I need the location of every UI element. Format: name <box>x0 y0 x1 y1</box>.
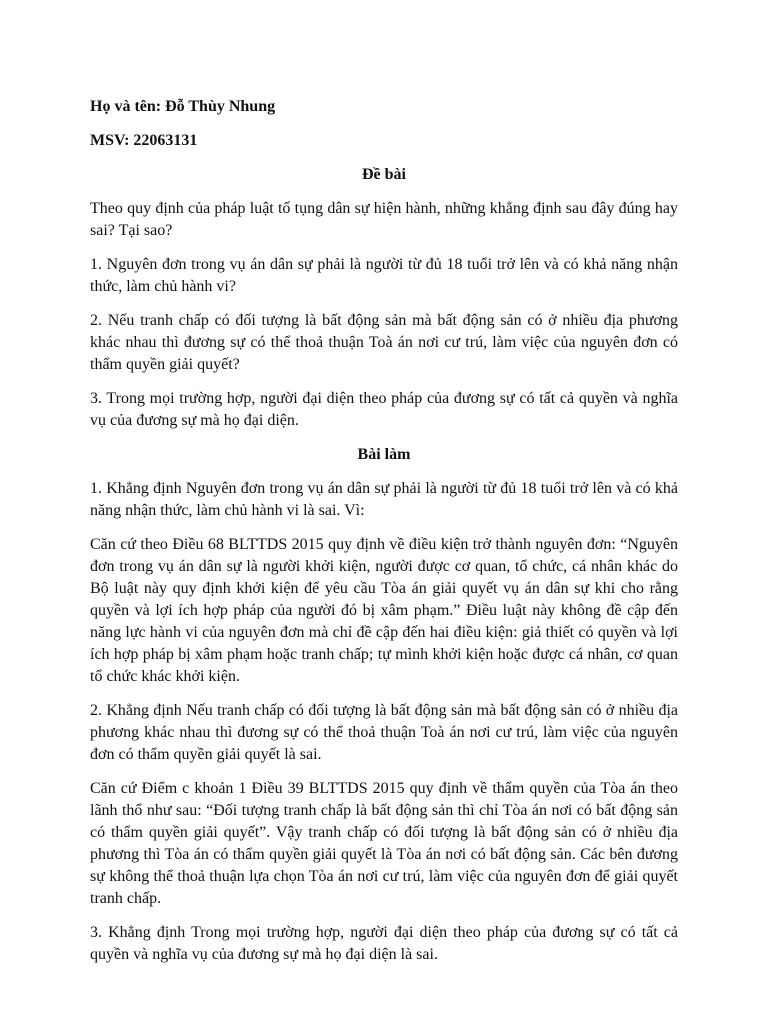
question-3: 3. Trong mọi trường hợp, người đại diện theo pháp của đương sự có tất cả quyền và nghĩa vụ của đương sự mà họ đại diện. <box>90 390 678 429</box>
answer-2-reason: Căn cứ Điểm c khoản 1 Điều 39 BLTTDS 2015 quy định về thẩm quyền của Tòa án theo lãnh thổ như sau: “Đối tượng tranh chấp là bất động sản thì chỉ Tòa án nơi có bất động sản có thẩm quyền giải quyết”. Vậy tranh chấp có đối tượng là bất động sản có ở nhiều địa phương thì Tòa án có thẩm quyền giải quyết là Tòa án nơi có bất động sản. Các bên đương sự không thể thoả thuận lựa chọn Tòa án nơi cư trú, làm việc của nguyên đơn để giải quyết tranh chấp. <box>90 780 678 907</box>
answer-1-claim: 1. Khẳng định Nguyên đơn trong vụ án dân sự phải là người từ đủ 18 tuổi trở lên và có khả năng nhận thức, làm chủ hành vi là sai. Vì: <box>90 480 678 519</box>
assignment-intro: Theo quy định của pháp luật tố tụng dân sự hiện hành, những khẳng định sau đây đúng hay sai? Tại sao? <box>90 200 678 239</box>
student-name: Họ và tên: Đỗ Thùy Nhung <box>90 98 276 115</box>
question-1: 1. Nguyên đơn trong vụ án dân sự phải là người từ đủ 18 tuổi trở lên và có khả năng nhận thức, làm chủ hành vi? <box>90 256 678 295</box>
document-page <box>90 96 678 978</box>
answer-2-claim: 2. Khẳng định Nếu tranh chấp có đối tượng là bất động sản mà bất động sản có ở nhiều địa phương khác nhau thì đương sự có thể thoả thuận Toà án nơi cư trú, làm việc của nguyên đơn có thẩm quyền giải quyết là sai. <box>90 702 678 763</box>
assignment-title: Đề bài <box>362 166 406 183</box>
answer-title: Bài làm <box>357 446 411 463</box>
question-2: 2. Nếu tranh chấp có đối tượng là bất động sản mà bất động sản có ở nhiều địa phương khác nhau thì đương sự có thể thoả thuận Toà án nơi cư trú, làm việc của nguyên đơn có thẩm quyền giải quyết? <box>90 312 678 373</box>
student-id: MSV: 22063131 <box>90 132 198 149</box>
answer-1-reason: Căn cứ theo Điều 68 BLTTDS 2015 quy định về điều kiện trở thành nguyên đơn: “Nguyên đơn trong vụ án dân sự là người khởi kiện, người được cơ quan, tổ chức, cá nhân khác do Bộ luật này quy định khởi kiện để yêu cầu Tòa án giải quyết vụ án dân sự khi cho rằng quyền và lợi ích hợp pháp của người đó bị xâm phạm.” Điều luật này không đề cập đến năng lực hành vi của nguyên đơn mà chỉ đề cập đến hai điều kiện: giả thiết có quyền và lợi ích hợp pháp bị xâm phạm hoặc tranh chấp; tự mình khởi kiện hoặc được cá nhân, cơ quan tổ chức khác khởi kiện. <box>90 536 678 685</box>
answer-3-claim: 3. Khẳng định Trong mọi trường hợp, người đại diện theo pháp của đương sự có tất cả quyền và nghĩa vụ của đương sự mà họ đại diện là sai. <box>90 924 678 963</box>
